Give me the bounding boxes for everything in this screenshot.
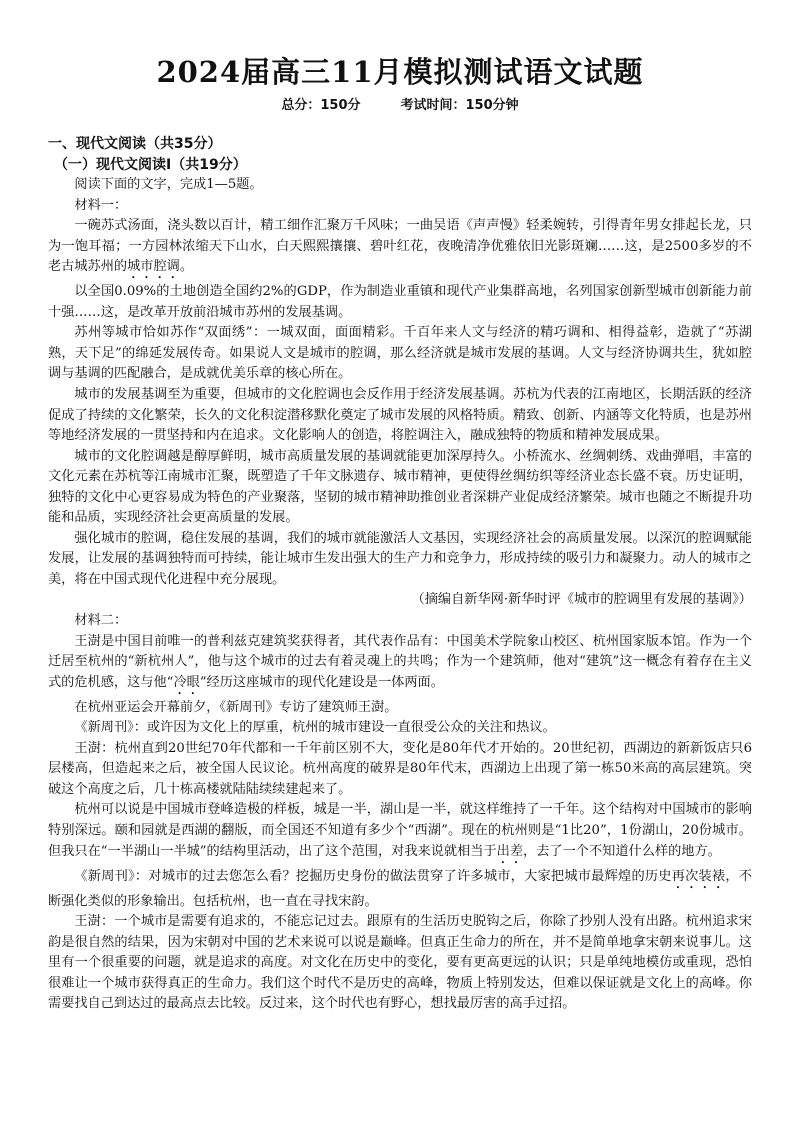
emphasized-text: 冷眼 <box>173 674 200 690</box>
emphasized-text: 出差 <box>496 843 524 859</box>
paragraph: 一碗苏式汤面，浇头数以百计，精工细作汇聚万千风味；一曲吴语《声声慢》轻柔婉转，引得青年男女排起长龙，只为一饱耳福；一方园林浓缩天下山水，白天熙熙攘攘、碧叶红花，夜晚清净优雅依旧光影斑斓……这，是2500多岁的不老古城苏州的城市腔调。 <box>48 218 752 275</box>
material-label: 材料一： <box>74 197 128 213</box>
paragraph: 城市的文化腔调越是醇厚鲜明，城市高质量发展的基调就能更加深厚持久。小桥流水、丝绸刺绣、戏曲弹唱，丰富的文化元素在苏杭等江南城市汇聚，既塑造了千年文脉遗存、城市精神，更使得丝绸纺织等经济业态长盛不衰。历史证明，独特的文化中心更容易成为特色的产业聚落，坚韧的城市精神助推创业者深耕产业促成经济繁荣。城市也随之不断提升功能和品质，实现经济社会更高质量的发展。 <box>48 448 752 526</box>
paragraph: 强化城市的腔调，稳住发展的基调，我们的城市就能激活人文基因，实现经济社会的高质量发展。以深沉的腔调赋能发展，让发展的基调独特而可持续，能让城市生发出强大的生产力和竞争力，形成持续的吸引力和凝聚力。动人的城市之美，将在中国式现代化进程中充分展现。 <box>48 530 752 587</box>
source-citation: （摘编自新华网·新华时评《城市的腔调里有发展的基调》） <box>411 592 752 608</box>
paragraph: 王澍：一个城市是需要有追求的，不能忘记过去。跟原有的生活历史脱钩之后，你除了抄别人没有出路。杭州追求宋韵是很自然的结果，因为宋朝对中国的艺术来说可以说是巅峰。但真正生命力的所在，并不是简单地拿宋朝来说事儿。这里有一个很重要的问题，就是追求的高度。对文化在历史中的变化，要有更高更远的认识；只是单纯地模仿或重现，恐怕很难让一个城市获得真正的生命力。我们这个时代不是历史的高峰，物质上特别发达，但难以保证就是文化上的高峰。你需要找自己到达过的最高点去比较。反过来，这个时代也有野心，想找最厉害的高手过招。 <box>48 914 752 1012</box>
paragraph: 苏州等城市恰如苏作“双面绣”：一城双面，面面精彩。千百年来人文与经济的精巧调和、相得益彰，造就了“苏湖熟，天下足”的绵延发展传奇。如果说人文是城市的腔调，那么经济就是城市发展的基调。人文与经济协调共生，犹如腔调与基调的匹配融合，是成就优美乐章的核心所在。 <box>48 325 752 382</box>
paragraph: 《新周刊》：对城市的过去您怎么看？挖掘历史身份的做法贯穿了许多城市，大家把城市最辉煌的历史再次装裱，不断强化类似的形象输出。包括杭州，也一直在寻找宋韵。 <box>48 868 752 909</box>
exam-meta <box>0 94 800 113</box>
emphasized-text: 再次装裱 <box>671 868 726 884</box>
emphasized-text: 城市腔调 <box>127 259 180 275</box>
reading-content <box>48 134 752 1015</box>
paragraph: 城市的发展基调至为重要，但城市的文化腔调也会反作用于经济发展基调。苏杭为代表的江南地区，长期活跃的经济促成了持续的文化繁荣，长久的文化积淀潜移默化奠定了城市发展的风格特质。精致、创新、内涵等文化特质，也是苏州等地经济发展的一贯坚持和内在追求。文化影响人的创造，将腔调注入，融成独特的物质和精神发展成果。 <box>48 387 752 444</box>
exam-time: 考试时间：150分钟 <box>400 98 519 113</box>
paragraph: 以全国0.09%的土地创造全国约2%的GDP，作为制造业重镇和现代产业集群高地，名列国家创新型城市创新能力前十强……这，是改革开放前沿城市苏州的发展基调。 <box>48 284 752 320</box>
instruction: 阅读下面的文字，完成1—5题。 <box>74 177 263 193</box>
paragraph: 《新周刊》：或许因为文化上的厚重，杭州的城市建设一直很受公众的关注和热议。 <box>74 720 556 736</box>
total-score: 总分：150分 <box>281 98 361 113</box>
exam-title: 2024届高三11月模拟测试语文试题 <box>156 55 644 89</box>
paragraph: 王澍是中国目前唯一的普利兹克建筑奖获得者，其代表作品有：中国美术学院象山校区、杭州国家版本馆。作为一个迁居至杭州的“新杭州人”，他与这个城市的过去有着灵魂上的共鸣；作为一个建筑师，他对“建筑”这一概念有着存在主义式的危机感，这与他“冷眼”经历这座城市的现代化建设是一体两面。 <box>48 633 752 690</box>
subsection-heading: （一）现代文阅读Ⅰ（共19分） <box>54 156 247 173</box>
section-heading: 一、现代文阅读（共35分） <box>48 136 222 152</box>
paragraph: 杭州可以说是中国城市登峰造极的样板，城是一半，湖山是一半，就这样维持了一千年。这个结构对中国城市的影响特别深远。颐和园就是西湖的翻版，而全国还不知道有多少个“西湖”。现在的杭州则是“1比20”，1份湖山，20份城市。但我只在“一半湖山一半城”的结构里活动，出了这个范围，对我来说就相当于出差，去了一个不知道什么样的地方。 <box>48 802 752 859</box>
material-label: 材料二： <box>74 613 128 629</box>
paragraph: 在杭州亚运会开幕前夕，《新周刊》专访了建筑师王澍。 <box>74 699 398 715</box>
paragraph: 王澍：杭州直到20世纪70年代都和一千年前区别不大，变化是80年代才开始的。20世纪初，西湖边的新新饭店只6层楼高，但造起来之后，被全国人民议论。杭州高度的破界是80年代末，西湖边上出现了第一栋50米高的高层建筑。突破这个高度之后，几十栋高楼就陆陆续续建起来了。 <box>48 740 752 797</box>
